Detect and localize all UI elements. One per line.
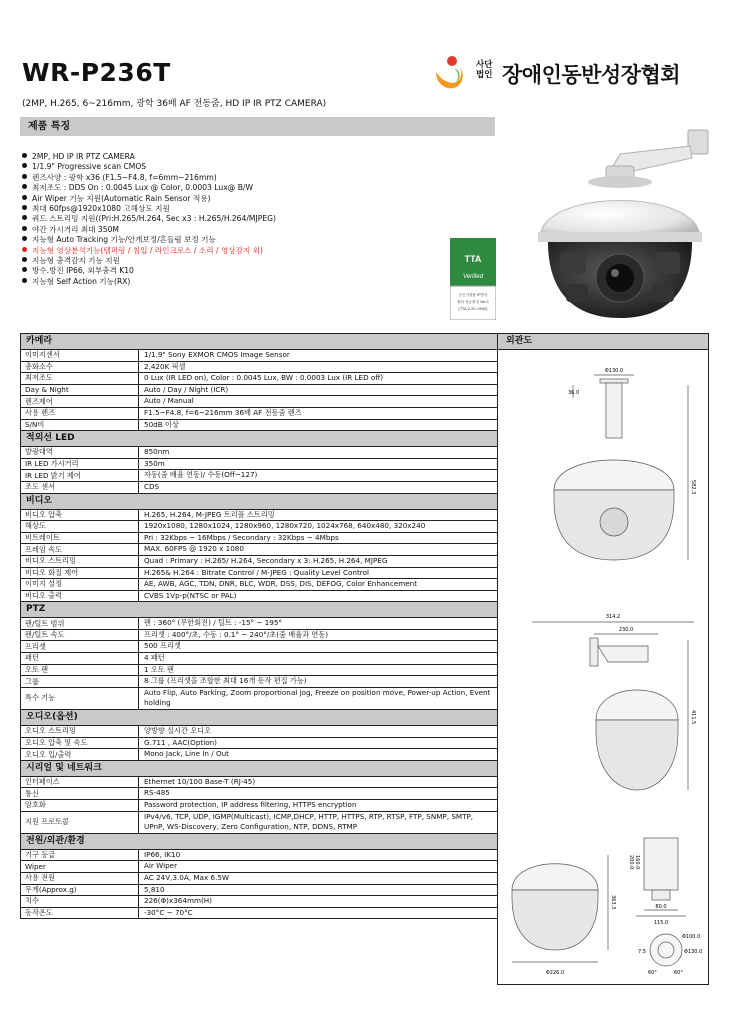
spec-key: 동작온도 (21, 908, 139, 919)
spec-key: 이미지센서 (21, 350, 139, 361)
spec-value: Ethernet 10/100 Base-T (RJ-45) (144, 776, 256, 786)
spec-row (21, 544, 497, 556)
spec-key: 이미지 설정 (21, 579, 139, 590)
spec-key: 비디오 출력 (21, 591, 139, 602)
spec-key: 팬/틸트 범위 (21, 618, 139, 629)
bullet-icon (22, 195, 27, 200)
dim-bottom-height: 363.3 (610, 895, 616, 910)
spec-key: 해상도 (21, 521, 139, 532)
spec-key: 발광대역 (21, 447, 139, 458)
bullet-icon (22, 226, 27, 231)
spec-key: 사용 전원 (21, 873, 139, 884)
spec-value: CVBS 1Vp-p(NTSC or PAL) (144, 590, 237, 600)
spec-value: H.265, H.264, M-JPEG 트리플 스트리밍 (144, 509, 275, 519)
spec-row (21, 459, 497, 471)
spec-key: 프레임 속도 (21, 544, 139, 555)
spec-row (21, 641, 497, 653)
dim-mid-arm: 230.0 (618, 627, 634, 633)
spec-key: 오디오 압축 및 속도 (21, 738, 139, 749)
spec-key: 비디오 스트리밍 (21, 556, 139, 567)
features-list (22, 152, 276, 287)
spec-key: 치수 (21, 896, 139, 907)
spec-value: IP66, IK10 (144, 849, 181, 859)
logo-prefix: 사단 법인 (476, 60, 493, 80)
spec-row (21, 396, 497, 408)
features-heading: 제품 특징 (20, 117, 495, 136)
feature-item: 지능형 충격감지 기능 지원 (22, 256, 276, 266)
spec-row (21, 738, 497, 750)
tta-fine-print-3: [TTA-V-20-1960] (458, 307, 488, 311)
association-logo (430, 52, 710, 96)
dim-mid-height: 411.5 (690, 710, 696, 725)
spec-table (20, 333, 498, 919)
spec-row (21, 861, 497, 873)
spec-row (21, 510, 497, 522)
feature-item: 최저조도 : DDS On : 0.0045 Lux @ Color, 0.0003 Lux@ B/W (22, 183, 276, 193)
spec-key: 프리셋 (21, 641, 139, 652)
spec-key: Wiper (21, 861, 139, 872)
spec-row (21, 630, 497, 642)
dimension-drawings (498, 350, 708, 984)
spec-row (21, 908, 497, 920)
feature-item: Air Wiper 기능 지원(Automatic Rain Sensor 적용) (22, 194, 276, 204)
bullet-icon (22, 215, 27, 220)
feature-item: 렌즈사양 : 광학 x36 (F1.5~F4.8, f=6mm~216mm) (22, 173, 276, 183)
dim-bracket-w2: 115.0 (653, 920, 669, 926)
spec-value: AC 24V,3.0A, Max 6.5W (144, 872, 230, 882)
spec-row (21, 850, 497, 862)
spec-value: H.265& H.264 : Bitrate Control / M-JPEG : Quality Level Control (144, 567, 370, 577)
dim-top-height: 582.3 (690, 480, 696, 495)
spec-key: 조도 센서 (21, 482, 139, 493)
spec-value: 1920x1080, 1280x1024, 1280x960, 1280x720, 1024x768, 640x480, 320x240 (144, 521, 426, 531)
spec-row (21, 591, 497, 603)
feature-item: 지능형 영상분석기능(템퍼링 / 침입 / 라인크로스 / 소리 / 영상감지 외) (22, 246, 276, 256)
tta-verified-badge (450, 238, 496, 320)
spec-key: 렌즈제어 (21, 396, 139, 407)
spec-key: 비트레이트 (21, 533, 139, 544)
spec-value: 1/1.9" Sony EXMOR CMOS Image Sensor (144, 350, 290, 359)
spec-row (21, 521, 497, 533)
bullet-icon (22, 236, 27, 241)
spec-key: 그룹 (21, 676, 139, 687)
spec-key: 인터페이스 (21, 777, 139, 788)
dimension-heading: 외관도 (498, 334, 708, 350)
spec-key: 오디오 스트리밍 (21, 726, 139, 737)
spec-row (21, 873, 497, 885)
spec-value: 50dB 이상 (144, 419, 179, 429)
spec-value: AE, AWB, AGC, TDN, DNR, BLC, WDR, DSS, DIS, DEFOG, Color Enhancement (144, 579, 418, 589)
spec-row (21, 618, 497, 630)
bullet-icon (22, 257, 27, 262)
spec-row (21, 665, 497, 677)
spec-key: S/N비 (21, 420, 139, 431)
dim-plate-d: 60° (648, 970, 657, 976)
spec-key: 지원 프로토콜 (21, 812, 139, 833)
spec-key: 최저조도 (21, 373, 139, 384)
spec-section-heading: 오디오(옵션) (21, 710, 497, 726)
dim-bracket-h1: 160.0 (634, 855, 640, 870)
spec-row (21, 688, 497, 710)
spec-value: F1.5~F4.8, f=6~216mm 36배 AF 전동줌 렌즈 (144, 407, 302, 417)
spec-row (21, 726, 497, 738)
bullet-icon (22, 247, 27, 252)
feature-item: 지능형 Self Action 기능(RX) (22, 277, 276, 287)
spec-row (21, 812, 497, 834)
spec-key: 통신 (21, 788, 139, 799)
tta-verified-label: Verified (462, 274, 484, 280)
bullet-icon (22, 184, 27, 189)
spec-section-heading: 시리얼 및 네트워크 (21, 761, 497, 777)
spec-section-heading: 카메라 (21, 334, 497, 350)
spec-value: RS-485 (144, 788, 170, 798)
spec-key: 비디오 화질 제어 (21, 568, 139, 579)
dimension-panel (497, 333, 709, 985)
spec-key: 팬/틸트 속도 (21, 630, 139, 641)
bullet-icon (22, 267, 27, 272)
spec-key: 사용 렌즈 (21, 408, 139, 419)
spec-row (21, 447, 497, 459)
bullet-icon (22, 278, 27, 283)
person-logo-icon (430, 52, 470, 96)
dim-top-width: Φ130.0 (604, 368, 624, 374)
spec-section-heading: 비디오 (21, 494, 497, 510)
spec-key: 특수 기능 (21, 688, 139, 709)
spec-value: Mono Jack, Line In / Out (144, 749, 230, 759)
spec-row (21, 788, 497, 800)
tta-fine-print-1: 공공기관용 IP영상 (458, 293, 488, 297)
spec-value: 5,810 (144, 884, 165, 894)
spec-row (21, 533, 497, 545)
spec-key: 총화소수 (21, 362, 139, 373)
bullet-icon (22, 153, 27, 158)
spec-row (21, 373, 497, 385)
feature-item: 쿼드 스트리밍 지원((Pri:H.265/H.264, Sec x3 : H.265/H.264/MJPEG) (22, 214, 276, 224)
spec-key: IR LED 밝기 제어 (21, 470, 139, 481)
feature-item: 2MP, HD IP IR PTZ CAMERA (22, 152, 276, 162)
feature-item: 방수.방진 IP66, 외부충격 K10 (22, 266, 276, 276)
spec-value: 2,420K 픽셀 (144, 361, 186, 371)
spec-key: Day & Night (21, 385, 139, 396)
dim-bracket-w1: 80.0 (655, 904, 667, 910)
spec-key: 무게(Approx.g) (21, 885, 139, 896)
spec-row (21, 408, 497, 420)
spec-value: 프리셋 : 400°/초, 수동 : 0.1° ~ 240°/초(줌 배율과 연동) (144, 629, 329, 639)
dim-plate-c: 7.5 (638, 949, 646, 955)
spec-row (21, 482, 497, 494)
spec-value: 4 패턴 (144, 653, 165, 663)
spec-row (21, 350, 497, 362)
spec-key: 오토 팬 (21, 665, 139, 676)
spec-key: IR LED 가시거리 (21, 459, 139, 470)
spec-value: 1 오토 팬 (144, 664, 174, 674)
spec-section-heading: 전원/외관/환경 (21, 834, 497, 850)
spec-row (21, 653, 497, 665)
spec-value: Password protection, IP address filtering, HTTPS encryption (144, 800, 357, 809)
spec-value: Auto Flip, Auto Parking, Zoom proportional jog, Freeze on position move, Power-up Action, Event holding (144, 687, 491, 708)
spec-section-heading: 적외선 LED (21, 431, 497, 447)
logo-org-name: 장애인동반성장협회 (502, 63, 681, 87)
spec-row (21, 385, 497, 397)
spec-row (21, 896, 497, 908)
feature-item: 야간 가시거리 최대 350M (22, 225, 276, 235)
spec-value: 850nm (144, 447, 170, 457)
model-title: WR-P236T (22, 58, 171, 87)
dim-bottom-dia: Φ226.0 (545, 970, 565, 976)
spec-value: 자동(줌 배율 연동)/ 수동(Off~127) (144, 470, 258, 480)
spec-value: 양방향 실시간 오디오 (144, 726, 212, 736)
feature-item: 지능형 Auto Tracking 기능/안개보정/흔들림 보정 기능 (22, 235, 276, 245)
bullet-icon (22, 205, 27, 210)
spec-row (21, 777, 497, 789)
spec-value: Auto / Manual (144, 396, 194, 406)
spec-value: 0 Lux (IR LED on), Color : 0.0045 Lux, BW : 0.0003 Lux (IR LED off) (144, 373, 384, 383)
spec-value: 350m (144, 458, 165, 468)
spec-value: MAX. 60FPS @ 1920 x 1080 (144, 544, 244, 554)
spec-value: Pri : 32Kbps ~ 16Mbps / Secondary : 32Kbps ~ 4Mbps (144, 532, 339, 542)
spec-value: Auto / Day / Night (ICR) (144, 384, 229, 394)
spec-value: 500 프리셋 (144, 641, 181, 651)
spec-value: -30°C ~ 70°C (144, 907, 193, 917)
spec-row (21, 420, 497, 432)
spec-value: 226(Φ)x364mm(H) (144, 896, 212, 906)
spec-value: 8 그룹 (프리셋을 조합한 최대 16개 동작 편집 가능) (144, 676, 307, 686)
spec-value: 팬 : 360° (무한회전) / 틸트 : -15° ~ 195° (144, 618, 283, 628)
spec-row (21, 885, 497, 897)
dim-mid-width: 314.2 (605, 614, 621, 620)
model-subtitle: (2MP, H.265, 6~216mm, 광학 36배 AF 전동줌, HD IP IR PTZ CAMERA) (22, 99, 327, 109)
spec-row (21, 470, 497, 482)
spec-key: 오디오 입/출력 (21, 749, 139, 760)
spec-key: 암호화 (21, 800, 139, 811)
feature-item: 1/1.9" Progressive scan CMOS (22, 162, 276, 172)
spec-row (21, 568, 497, 580)
spec-row (21, 362, 497, 374)
spec-value: Quad : Primary : H.265/ H.264, Secondary x 3: H.265, H.264, MJPEG (144, 555, 388, 565)
spec-value: CDS (144, 481, 160, 491)
dim-plate-b: Φ130.0 (684, 949, 703, 955)
spec-value: IPv4/v6, TCP, UDP, IGMP(Multicast), ICMP,DHCP, HTTP, HTTPS, RTP, RTSP, FTP, SNMP, SMTP, UPnP, WS-Discovery, Zero Configuration, NTP, DDNS, RTMP (144, 811, 474, 832)
tta-logo-text: TTA (464, 254, 482, 264)
bullet-icon (22, 174, 27, 179)
spec-section-heading: PTZ (21, 602, 497, 618)
dim-plate-e: 60° (674, 970, 683, 976)
spec-row (21, 579, 497, 591)
dim-top-side: 36.0 (568, 390, 580, 396)
spec-row (21, 800, 497, 812)
ptz-camera-photo (520, 128, 720, 320)
spec-row (21, 749, 497, 761)
dim-plate-a: Φ100.0 (682, 934, 701, 940)
spec-key: 패턴 (21, 653, 139, 664)
spec-value: G.711 , AAC(Option) (144, 737, 217, 747)
spec-value: Air Wiper (144, 861, 178, 871)
spec-key: 기구 등급 (21, 850, 139, 861)
feature-item: 최대 60fps@1920x1080 고해상도 지원 (22, 204, 276, 214)
dim-bracket-h2: 200.0 (628, 855, 634, 870)
spec-key: 비디오 압축 (21, 510, 139, 521)
tta-fine-print-2: 장치 성능품질 Ver.1 (456, 300, 490, 304)
bullet-icon (22, 163, 27, 168)
spec-row (21, 676, 497, 688)
spec-row (21, 556, 497, 568)
